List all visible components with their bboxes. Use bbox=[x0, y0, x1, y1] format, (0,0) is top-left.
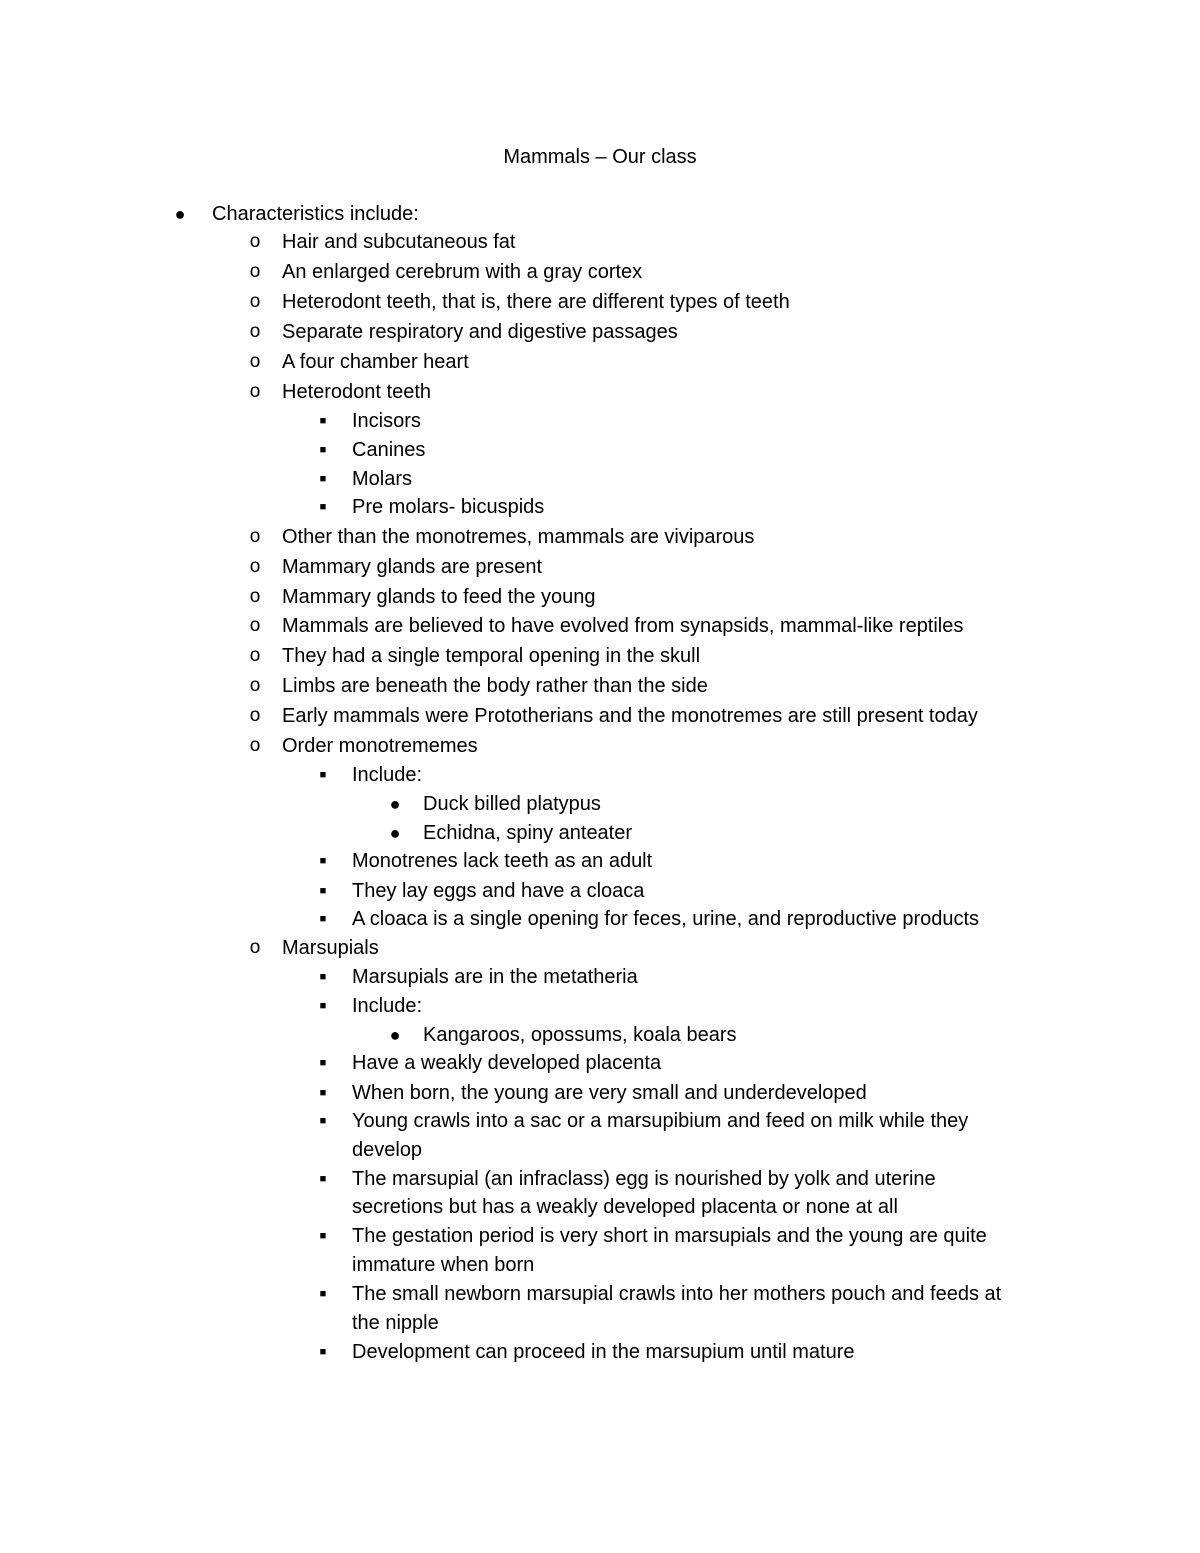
list-item bbox=[0, 819, 1200, 847]
list-item bbox=[0, 877, 1200, 905]
list-item-text: Development can proceed in the marsupium until mature bbox=[352, 1341, 855, 1363]
list-item bbox=[0, 761, 1200, 789]
list-item bbox=[0, 348, 1200, 376]
list-item bbox=[0, 672, 1200, 700]
list-item-text: Include: bbox=[352, 995, 423, 1017]
square-marker: ■ bbox=[319, 473, 327, 485]
list-item-text: The small newborn marsupial crawls into her mothers pouch and feeds at bbox=[352, 1283, 1002, 1305]
square-marker: ■ bbox=[319, 501, 327, 513]
circle-marker: o bbox=[249, 556, 261, 577]
list-item-text: Echidna, spiny anteater bbox=[423, 822, 633, 844]
circle-marker: o bbox=[249, 261, 261, 282]
list-item bbox=[0, 436, 1200, 464]
list-item-text: Heterodont teeth, that is, there are different types of teeth bbox=[282, 291, 790, 313]
list-item-text: Hair and subcutaneous fat bbox=[282, 231, 516, 253]
bullet-marker: ● bbox=[174, 204, 186, 224]
list-item bbox=[0, 934, 1200, 962]
list-item bbox=[0, 847, 1200, 875]
list-item-text: The gestation period is very short in marsupials and the young are quite bbox=[352, 1225, 987, 1247]
square-marker: ■ bbox=[319, 885, 327, 897]
list-item-text: Separate respiratory and digestive passages bbox=[282, 321, 678, 343]
square-marker: ■ bbox=[319, 1057, 327, 1069]
list-item-text: Heterodont teeth bbox=[282, 381, 431, 403]
square-marker: ■ bbox=[319, 1115, 327, 1127]
list-item bbox=[0, 378, 1200, 406]
list-item bbox=[0, 905, 1200, 933]
list-item bbox=[0, 1049, 1200, 1077]
list-item-text: the nipple bbox=[352, 1312, 439, 1334]
square-marker: ■ bbox=[319, 1000, 327, 1012]
document-title: Mammals – Our class bbox=[503, 146, 697, 168]
list-item bbox=[0, 1165, 1200, 1193]
list-item bbox=[0, 1222, 1200, 1250]
list-item-text: A four chamber heart bbox=[282, 351, 469, 373]
square-marker: ■ bbox=[319, 1173, 327, 1185]
square-marker: ■ bbox=[319, 913, 327, 925]
list-item bbox=[0, 1107, 1200, 1135]
list-item bbox=[0, 553, 1200, 581]
list-item-continuation bbox=[0, 1309, 1200, 1337]
list-item bbox=[0, 288, 1200, 316]
circle-marker: o bbox=[249, 615, 261, 636]
list-item-text: secretions but has a weakly developed placenta or none at all bbox=[352, 1196, 898, 1218]
list-item-text: Other than the monotremes, mammals are viviparous bbox=[282, 526, 755, 548]
list-item bbox=[0, 318, 1200, 346]
square-marker: ■ bbox=[319, 1346, 327, 1358]
list-item-text: Early mammals were Prototherians and the monotremes are still present today bbox=[282, 705, 978, 727]
list-item-text: Molars bbox=[352, 468, 413, 490]
circle-marker: o bbox=[249, 645, 261, 666]
square-marker: ■ bbox=[319, 1087, 327, 1099]
list-item bbox=[0, 732, 1200, 760]
circle-marker: o bbox=[249, 291, 261, 312]
list-item-continuation bbox=[0, 1136, 1200, 1164]
list-item bbox=[0, 523, 1200, 551]
list-item bbox=[0, 992, 1200, 1020]
list-item-text: A cloaca is a single opening for feces, urine, and reproductive products bbox=[352, 908, 980, 930]
circle-marker: o bbox=[249, 675, 261, 696]
list-item-text: Canines bbox=[352, 439, 426, 461]
square-marker: ■ bbox=[319, 769, 327, 781]
list-item-text: Monotrenes lack teeth as an adult bbox=[352, 850, 653, 872]
list-item-text: They lay eggs and have a cloaca bbox=[352, 880, 645, 902]
list-item-text: Marsupials are in the metatheria bbox=[352, 966, 638, 988]
list-item bbox=[0, 258, 1200, 286]
list-item bbox=[0, 1079, 1200, 1107]
list-item-continuation bbox=[0, 1193, 1200, 1221]
circle-marker: o bbox=[249, 351, 261, 372]
list-item-text: Marsupials bbox=[282, 937, 379, 959]
bullet-marker: ● bbox=[389, 1025, 401, 1045]
list-item bbox=[0, 200, 1200, 228]
list-item-text: They had a single temporal opening in the skull bbox=[282, 645, 701, 667]
list-item-text: When born, the young are very small and underdeveloped bbox=[352, 1082, 867, 1104]
square-marker: ■ bbox=[319, 971, 327, 983]
list-item bbox=[0, 1021, 1200, 1049]
list-item-text: Kangaroos, opossums, koala bears bbox=[423, 1024, 737, 1046]
list-item-text: Mammary glands to feed the young bbox=[282, 586, 596, 608]
list-item bbox=[0, 465, 1200, 493]
list-item bbox=[0, 407, 1200, 435]
list-item-text: Mammary glands are present bbox=[282, 556, 543, 578]
list-item bbox=[0, 963, 1200, 991]
square-marker: ■ bbox=[319, 855, 327, 867]
list-item bbox=[0, 702, 1200, 730]
list-item-text: Characteristics include: bbox=[212, 203, 419, 225]
list-item-text: An enlarged cerebrum with a gray cortex bbox=[282, 261, 643, 283]
list-item bbox=[0, 228, 1200, 256]
list-item bbox=[0, 493, 1200, 521]
list-item-text: Order monotrememes bbox=[282, 735, 478, 757]
square-marker: ■ bbox=[319, 415, 327, 427]
list-item bbox=[0, 1280, 1200, 1308]
list-item-text: Duck billed platypus bbox=[423, 793, 601, 815]
circle-marker: o bbox=[249, 586, 261, 607]
circle-marker: o bbox=[249, 735, 261, 756]
square-marker: ■ bbox=[319, 444, 327, 456]
square-marker: ■ bbox=[319, 1230, 327, 1242]
list-item-text: Limbs are beneath the body rather than the side bbox=[282, 675, 708, 697]
list-item-text: Young crawls into a sac or a marsupibium and feed on milk while they bbox=[352, 1110, 969, 1132]
list-item-text: immature when born bbox=[352, 1254, 535, 1276]
list-item-text: Incisors bbox=[352, 410, 421, 432]
list-item-text: Mammals are believed to have evolved from synapsids, mammal-like reptiles bbox=[282, 615, 964, 637]
circle-marker: o bbox=[249, 937, 261, 958]
circle-marker: o bbox=[249, 381, 261, 402]
bullet-marker: ● bbox=[389, 794, 401, 814]
circle-marker: o bbox=[249, 705, 261, 726]
square-marker: ■ bbox=[319, 1288, 327, 1300]
list-item-text: develop bbox=[352, 1139, 423, 1161]
list-item-text: Pre molars- bicuspids bbox=[352, 496, 545, 518]
list-item bbox=[0, 642, 1200, 670]
list-item-text: Have a weakly developed placenta bbox=[352, 1052, 662, 1074]
circle-marker: o bbox=[249, 231, 261, 252]
list-item-text: Include: bbox=[352, 764, 423, 786]
list-item-text: The marsupial (an infraclass) egg is nourished by yolk and uterine bbox=[352, 1168, 936, 1190]
list-item bbox=[0, 1338, 1200, 1366]
list-item bbox=[0, 612, 1200, 640]
bullet-marker: ● bbox=[389, 823, 401, 843]
list-item bbox=[0, 583, 1200, 611]
circle-marker: o bbox=[249, 526, 261, 547]
list-item-continuation bbox=[0, 1251, 1200, 1279]
circle-marker: o bbox=[249, 321, 261, 342]
list-item bbox=[0, 790, 1200, 818]
